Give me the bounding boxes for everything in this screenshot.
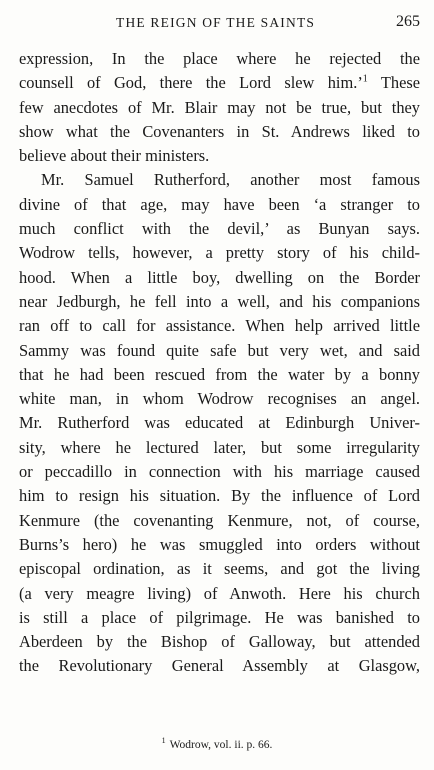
text-line: Sammy was found quite safe but very wet, and said	[19, 340, 420, 360]
text-line: few anecdotes of Mr. Blair may not be true, but they	[19, 97, 420, 117]
text-line: show what the Covenanters in St. Andrews liked to	[19, 121, 420, 141]
page-number: 265	[396, 13, 420, 30]
text-line: white man, in whom Wodrow recognises an angel.	[19, 389, 420, 409]
running-title: THE REIGN OF THE SAINTS	[116, 15, 316, 30]
text-line: Mr. Samuel Rutherford, another most famous	[41, 170, 420, 190]
footnote-mark: 1	[161, 736, 166, 746]
footnote-text: Wodrow, vol. ii. p. 66.	[169, 739, 273, 751]
text-line: divine of that age, may have been ‘a stranger to	[19, 194, 420, 214]
text-line: near Jedburgh, he fell into a well, and his companions	[19, 291, 420, 311]
text-line: Wodrow tells, however, a pretty story of his child-	[19, 243, 420, 263]
text-line: him to resign his situation. By the influence of Lord	[19, 486, 420, 506]
text-line: (a very meagre living) of Anwoth. Here his church	[19, 583, 420, 603]
text-line: is still a place of pilgrimage. He was banished to	[19, 607, 420, 627]
text-line: sity, where he lectured later, but some irregularity	[19, 437, 420, 457]
text-line: Aberdeen by the Bishop of Galloway, but attended	[19, 632, 420, 652]
text-line: expression, In the place where he rejected the	[19, 49, 420, 68]
text-line: Burns’s hero) he was smuggled into orders without	[19, 534, 420, 554]
text-line: ran off to call for assistance. When help arrived little	[19, 316, 420, 336]
text-line: Mr. Rutherford was educated at Edinburgh Univer-	[19, 413, 420, 433]
text-line: Kenmure (the covenanting Kenmure, not, of course,	[19, 510, 420, 530]
text-line: hood. When a little boy, dwelling on the Border	[19, 267, 420, 287]
text-line: much conflict with the devil,’ as Bunyan says.	[19, 219, 420, 239]
text-line-content: counsell of God, there the Lord slew him.’	[19, 73, 363, 93]
text-line: the Revolutionary General Assembly at Glasgow,	[19, 656, 420, 676]
footnote	[0, 736, 434, 751]
body-text	[19, 47, 420, 679]
text-line: that he had been rescued from the water by a bonny	[19, 364, 420, 384]
text-line: or peccadillo in connection with his marriage caused	[19, 462, 420, 482]
text-line: episcopal ordination, as it seems, and got the living	[19, 559, 420, 579]
text-line: believe about their ministers.	[19, 146, 210, 166]
footnote-reference[interactable]: 1	[362, 73, 368, 85]
running-head	[20, 13, 420, 35]
text-line	[19, 71, 420, 95]
text-line-tail: These	[380, 73, 420, 93]
